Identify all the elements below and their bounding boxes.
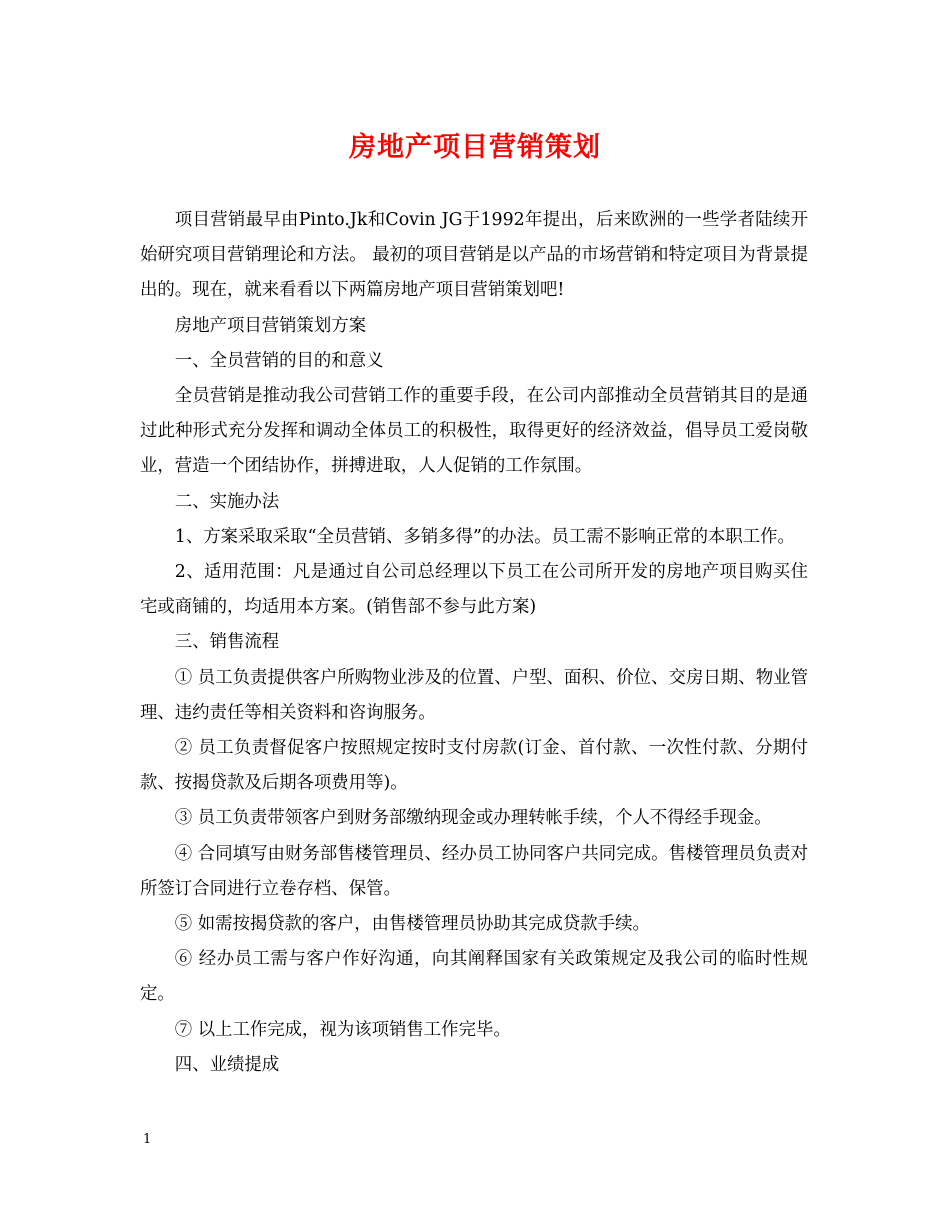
section-heading-2: 二、实施办法 xyxy=(174,491,280,512)
process-step-1: ① 员工负责提供客户所购物业涉及的位置、户型、面积、价位、交房日期、物业管理、违约责任等相关资料和咨询服务。 xyxy=(140,667,808,723)
method-item-1: 1、方案采取采取“全员营销、多销多得”的办法。员工需不影响正常的本职工作。 xyxy=(174,526,795,547)
section-heading-4: 四、业绩提成 xyxy=(174,1054,280,1075)
process-step-3: ③ 员工负责带领客户到财务部缴纳现金或办理转帐手续，个人不得经手现金。 xyxy=(174,808,772,829)
process-step-4: ④ 合同填写由财务部售楼管理员、经办员工协同客户共同完成。售楼管理员负责对所签订合同进行立卷存档、保管。 xyxy=(140,843,808,899)
process-step-6: ⑥ 经办员工需与客户作好沟通，向其阐释国家有关政策规定及我公司的临时性规定。 xyxy=(140,949,808,1005)
process-step-5: ⑤ 如需按揭贷款的客户，由售楼管理员协助其完成贷款手续。 xyxy=(174,914,650,935)
plan-heading: 房地产项目营销策划方案 xyxy=(174,315,367,336)
process-step-2: ② 员工负责督促客户按照规定按时支付房款(订金、首付款、一次性付款、分期付款、按揭贷款及后期各项费用等)。 xyxy=(140,738,808,794)
process-step-7: ⑦ 以上工作完成，视为该项销售工作完毕。 xyxy=(174,1019,511,1040)
document-title: 房地产项目营销策划 xyxy=(349,132,601,163)
section-heading-3: 三、销售流程 xyxy=(174,632,280,653)
method-item-2: 2、适用范围：凡是通过自公司总经理以下员工在公司所开发的房地产项目购买住宅或商铺的，均适用本方案。(销售部不参与此方案) xyxy=(140,562,808,618)
intro-paragraph: 项目营销最早由Pinto.Jk和Covin JG于1992年提出，后来欧洲的一些学者陆续开始研究项目营销理论和方法。 最初的项目营销是以产品的市场营销和特定项目为背景提出的。现在，就来看看以下两篇房地产项目营销策划吧! xyxy=(140,210,808,301)
section-heading-1: 一、全员营销的目的和意义 xyxy=(174,350,384,371)
document-body xyxy=(140,203,808,1083)
section-1-paragraph: 全员营销是推动我公司营销工作的重要手段，在公司内部推动全员营销其目的是通过此种形式充分发挥和调动全体员工的积极性，取得更好的经济效益，倡导员工爱岗敬业，营造一个团结协作，拼搏进取，人人促销的工作氛围。 xyxy=(140,386,808,477)
page-number: 1 xyxy=(143,1132,152,1147)
